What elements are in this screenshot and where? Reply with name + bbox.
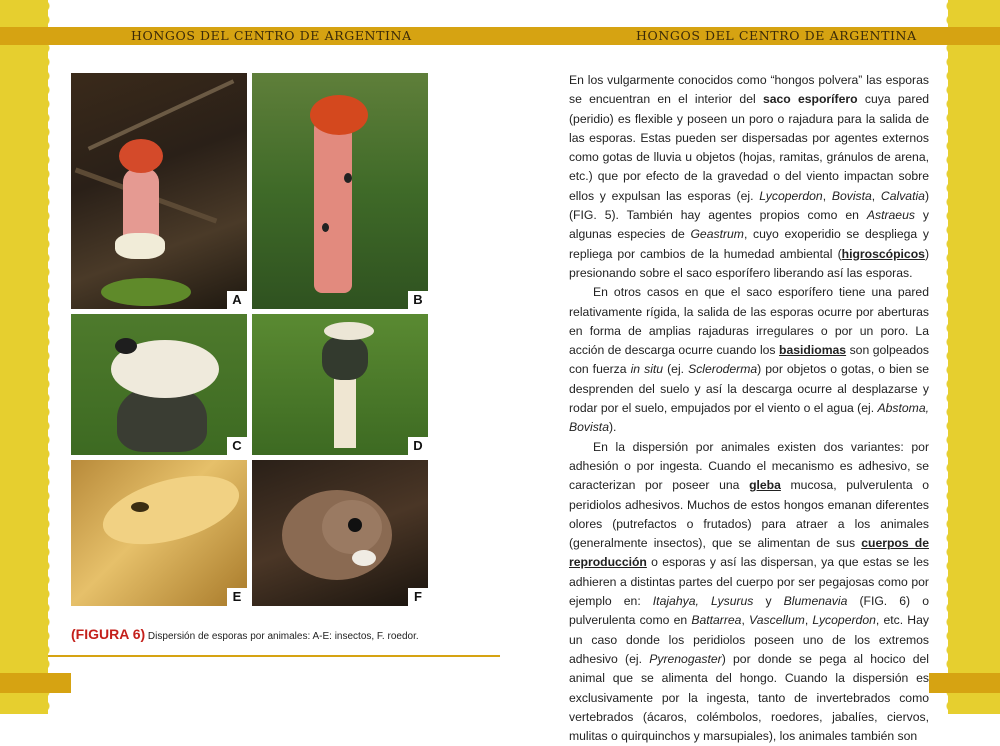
text-run: ) por objetos o gotas, o bien se desprenden del suelo y así la descarga ocurre al desplazarse y rodar por el suelo, empujados por el viento o el agua (ej. — [569, 362, 930, 416]
text-run: , — [741, 613, 750, 628]
taxon-name: Lycoperdon — [812, 613, 876, 628]
taxon-name: Battarrea — [691, 613, 742, 628]
paragraph-1 — [569, 71, 929, 283]
text-run: , — [822, 188, 832, 203]
figure-caption-label: (FIGURA 6) — [71, 626, 146, 642]
panel-label-a: A — [227, 291, 247, 309]
insect-shape — [322, 223, 329, 232]
panel-label-d: D — [408, 437, 428, 455]
text-run: , cuyo exoperidio se despliega y repliega por cambios de la humedad ambiental ( — [569, 227, 929, 261]
figure-panel-e — [71, 460, 247, 606]
taxon-name: Bovista — [831, 188, 872, 203]
mushroom-gleba-shape — [322, 336, 368, 380]
food-piece-shape — [352, 550, 376, 566]
term-higroscopicos: higroscópicos — [841, 246, 925, 261]
text-run: y — [753, 594, 784, 609]
mushroom-cap-shape — [324, 322, 374, 340]
panel-label-b: B — [408, 291, 428, 309]
paragraph-3 — [569, 438, 929, 746]
panel-label-c: C — [227, 437, 247, 455]
insect-shape — [344, 173, 352, 183]
text-run: ) presionando sobre el saco esporífero liberando así las esporas. — [569, 246, 929, 280]
text-run: En otros casos en que el saco esporífero tiene una pared relativamente rígida, la salida de las esporas ocurre por aberturas en forma de amplias rajaduras irregulares o por un poro. La acción de descarga ocurre cuando los — [569, 285, 929, 358]
text-run: , — [804, 613, 813, 628]
taxon-name: Abstoma, Bovista — [569, 401, 929, 435]
taxon-name: Calvatia — [880, 188, 925, 203]
term-cuerpos-de-reproduccion: cuerpos de reproducción — [569, 536, 929, 570]
mushroom-cap-shape — [96, 463, 247, 557]
paragraph-2 — [569, 283, 929, 437]
term-basidiomas: basidiomas — [779, 343, 847, 358]
taxon-name: Lycoperdon — [759, 188, 823, 203]
footer-tab-right — [929, 673, 1000, 693]
term-gleba: gleba — [749, 478, 781, 493]
footer-divider-line — [48, 655, 500, 657]
panel-label-f: F — [408, 588, 428, 606]
taxon-name: Scleroderma — [688, 362, 758, 377]
text-run: , etc. Hay un caso donde los peridiolos poseen uno de los extremos adhesivo (ej. — [569, 613, 929, 666]
right-page-header-title: HONGOS DEL CENTRO DE ARGENTINA — [636, 28, 917, 43]
mushroom-cap-shape — [310, 95, 368, 135]
right-page-margin-band — [948, 0, 1000, 714]
figure-panel-b — [252, 73, 428, 309]
taxon-name: Vascellum — [749, 613, 805, 628]
taxon-name: Geastrum — [690, 227, 744, 242]
text-run: ). — [608, 420, 617, 435]
taxon-name: Pyrenogaster — [649, 651, 722, 666]
taxon-name: Astraeus — [866, 208, 915, 223]
figure-caption — [71, 626, 491, 642]
latin-term: in situ — [630, 362, 664, 377]
figure-panel-a — [71, 73, 247, 309]
text-run: ) por donde se pega al hocico del animal que se alimenta del hongo. Cuando la dispersión es exclusivamente por la ingesta, tanto de invertebrados como vertebrados (ácaros, colémbolos, roedores, jabalíes, ciervos, mulitas o quirquinchos y marsupiales), los animales también son — [569, 651, 929, 744]
text-run: o esporas y así las dispersan, ya que estas se les adhieren a distintas partes del cuerpo por ser pegajosas como por ejemplo en: — [569, 555, 929, 609]
rodent-eye-shape — [348, 518, 362, 532]
figure-panel-c — [71, 314, 247, 455]
term-saco-esporifero: saco esporífero — [762, 92, 858, 107]
text-run: ) (FIG. 5). También hay agentes propios como en — [569, 188, 929, 223]
branch-shape — [88, 79, 235, 150]
left-page-margin-band — [0, 0, 48, 714]
figure-panel-d — [252, 314, 428, 455]
body-text-column — [569, 71, 929, 746]
insect-shape — [115, 338, 137, 354]
taxon-name: Itajahya, Lysurus — [652, 594, 754, 609]
left-page-header-title: HONGOS DEL CENTRO DE ARGENTINA — [131, 28, 412, 43]
text-run: , — [871, 188, 881, 203]
footer-tab-left — [0, 673, 71, 693]
text-run: (ej. — [663, 362, 689, 377]
text-run: En los vulgarmente conocidos como “hongos polvera” las esporas se encuentran en el interior del — [569, 73, 929, 107]
figure-panel-f — [252, 460, 428, 606]
text-run: son golpeados con fuerza — [569, 343, 929, 377]
text-run: (FIG. 6) o pulverulenta como en — [569, 594, 929, 628]
text-run: y algunas especies de — [569, 208, 930, 242]
text-run: En la dispersión por animales existen dos variantes: por adhesión o por ingesta. Cuando el mecanismo es adhesivo, se caracterizan por poseer una — [569, 439, 929, 493]
figure-caption-text: Dispersión de esporas por animales: A-E: insectos, F. roedor. — [145, 631, 419, 642]
leaf-shape — [101, 278, 191, 306]
mushroom-stem-shape — [314, 113, 352, 293]
insect-shape — [131, 502, 149, 512]
taxon-name: Blumenavia — [783, 594, 848, 609]
panel-label-e: E — [227, 588, 247, 606]
text-run: cuya pared (peridio) es flexible y poseen un poro o rajadura para la salida de las esporas. Estas pueden ser dispersadas por agentes externos como gotas de lluvia u objetos (hojas, ramitas, gránulos de arena, etc.) que por efecto de la gravedad o del viento impactan sobre ellos y expulsan las esporas (ej. — [569, 92, 930, 203]
volva-shape — [115, 233, 165, 259]
mushroom-cap-shape — [119, 139, 163, 173]
text-run: mucosa, pulverulenta o peridiolos adhesivos. Muchos de estos hongos emanan diferentes olores (putrefactos o frutados) para atraer a los animales (generalmente insectos), que se alimentan de sus — [569, 478, 929, 551]
